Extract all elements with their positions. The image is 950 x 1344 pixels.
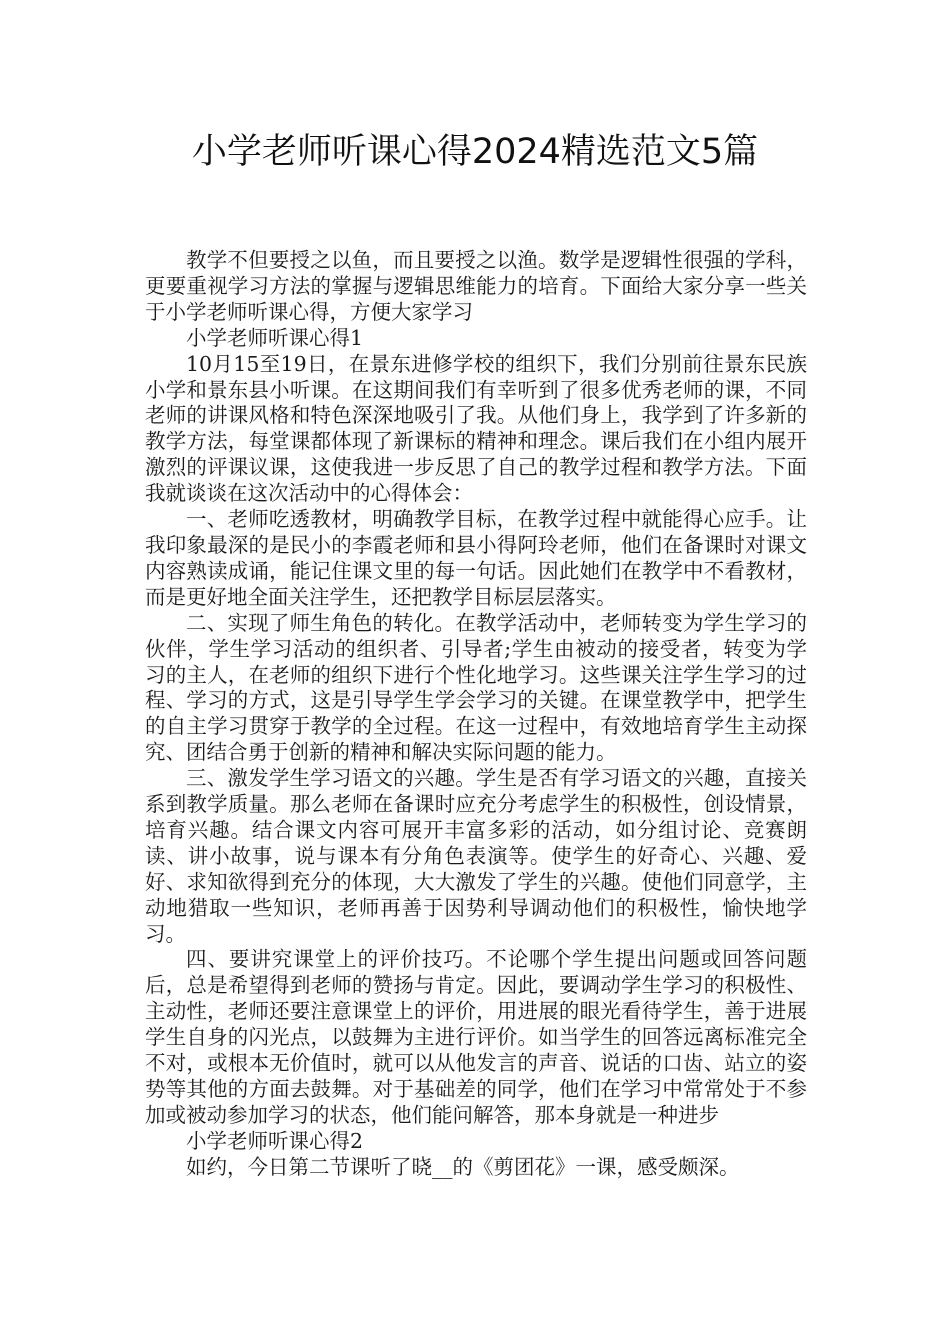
- body-paragraph: 一、老师吃透教材，明确教学目标，在教学过程中就能得心应手。让我印象最深的是民小的李霞老师和县小得阿玲老师，他们在备课时对课文内容熟读成诵，能记住课文里的每一句话。因此她们在教学中不看教材，而是更好地全面关注学生，还把教学目标层层落实。: [145, 507, 807, 609]
- intro-paragraph: 教学不但要授之以鱼，而且要授之以渔。数学是逻辑性很强的学科，更要重视学习方法的掌握与逻辑思维能力的培育。下面给大家分享一些关于小学老师听课心得，方便大家学习: [145, 248, 807, 324]
- body-paragraph: 三、激发学生学习语文的兴趣。学生是否有学习语文的兴趣，直接关系到教学质量。那么老师在备课时应充分考虑学生的积极性，创设情景，培育兴趣。结合课文内容可展开丰富多彩的活动，如分组讨论、竞赛朗读、讲小故事，说与课本有分角色表演等。使学生的好奇心、兴趣、爱好、求知欲得到充分的体现，大大激发了学生的兴趣。使他们同意学，主动地猎取一些知识，老师再善于因势利导调动他们的积极性，愉快地学习。: [145, 766, 807, 946]
- body-paragraph: 如约，今日第二节课听了晓__的《剪团花》一课，感受颇深。: [186, 1154, 740, 1179]
- document-body: [145, 248, 807, 1181]
- section-heading-2: 小学老师听课心得2: [186, 1128, 364, 1153]
- section-heading-1: 小学老师听课心得1: [186, 325, 364, 350]
- body-paragraph: 二、实现了师生角色的转化。在教学活动中，老师转变为学生学习的伙伴，学生学习活动的组织者、引导者;学生由被动的接受者，转变为学习的主人，在老师的组织下进行个性化地学习。这些课关注学生学习的过程、学习的方式，这是引导学生学会学习的关键。在课堂教学中，把学生的自主学习贯穿于教学的全过程。在这一过程中，有效地培育学生主动探究、团结合勇于创新的精神和解决实际问题的能力。: [145, 610, 807, 765]
- document-title: 小学老师听课心得2024精选范文5篇: [191, 132, 759, 172]
- body-paragraph: 四、要讲究课堂上的评价技巧。不论哪个学生提出问题或回答问题后，总是希望得到老师的赞扬与肯定。因此，要调动学生学习的积极性、主动性，老师还要注意课堂上的评价，用进展的眼光看待学生，善于进展学生自身的闪光点，以鼓舞为主进行评价。如当学生的回答远离标准完全不对，或根本无价值时，就可以从他发言的声音、说话的口齿、站立的姿势等其他的方面去鼓舞。对于基础差的同学，他们在学习中常常处于不参加或被动参加学习的状态，他们能问解答，那本身就是一种进步: [145, 947, 807, 1127]
- body-paragraph: 10月15至19日，在景东进修学校的组织下，我们分别前往景东民族小学和景东县小听课。在这期间我们有幸听到了很多优秀老师的课，不同老师的讲课风格和特色深深地吸引了我。从他们身上，我学到了许多新的教学方法，每堂课都体现了新课标的精神和理念。课后我们在小组内展开激烈的评课议课，这使我进一步反思了自己的教学过程和教学方法。下面我就谈谈在这次活动中的心得体会：: [145, 351, 807, 506]
